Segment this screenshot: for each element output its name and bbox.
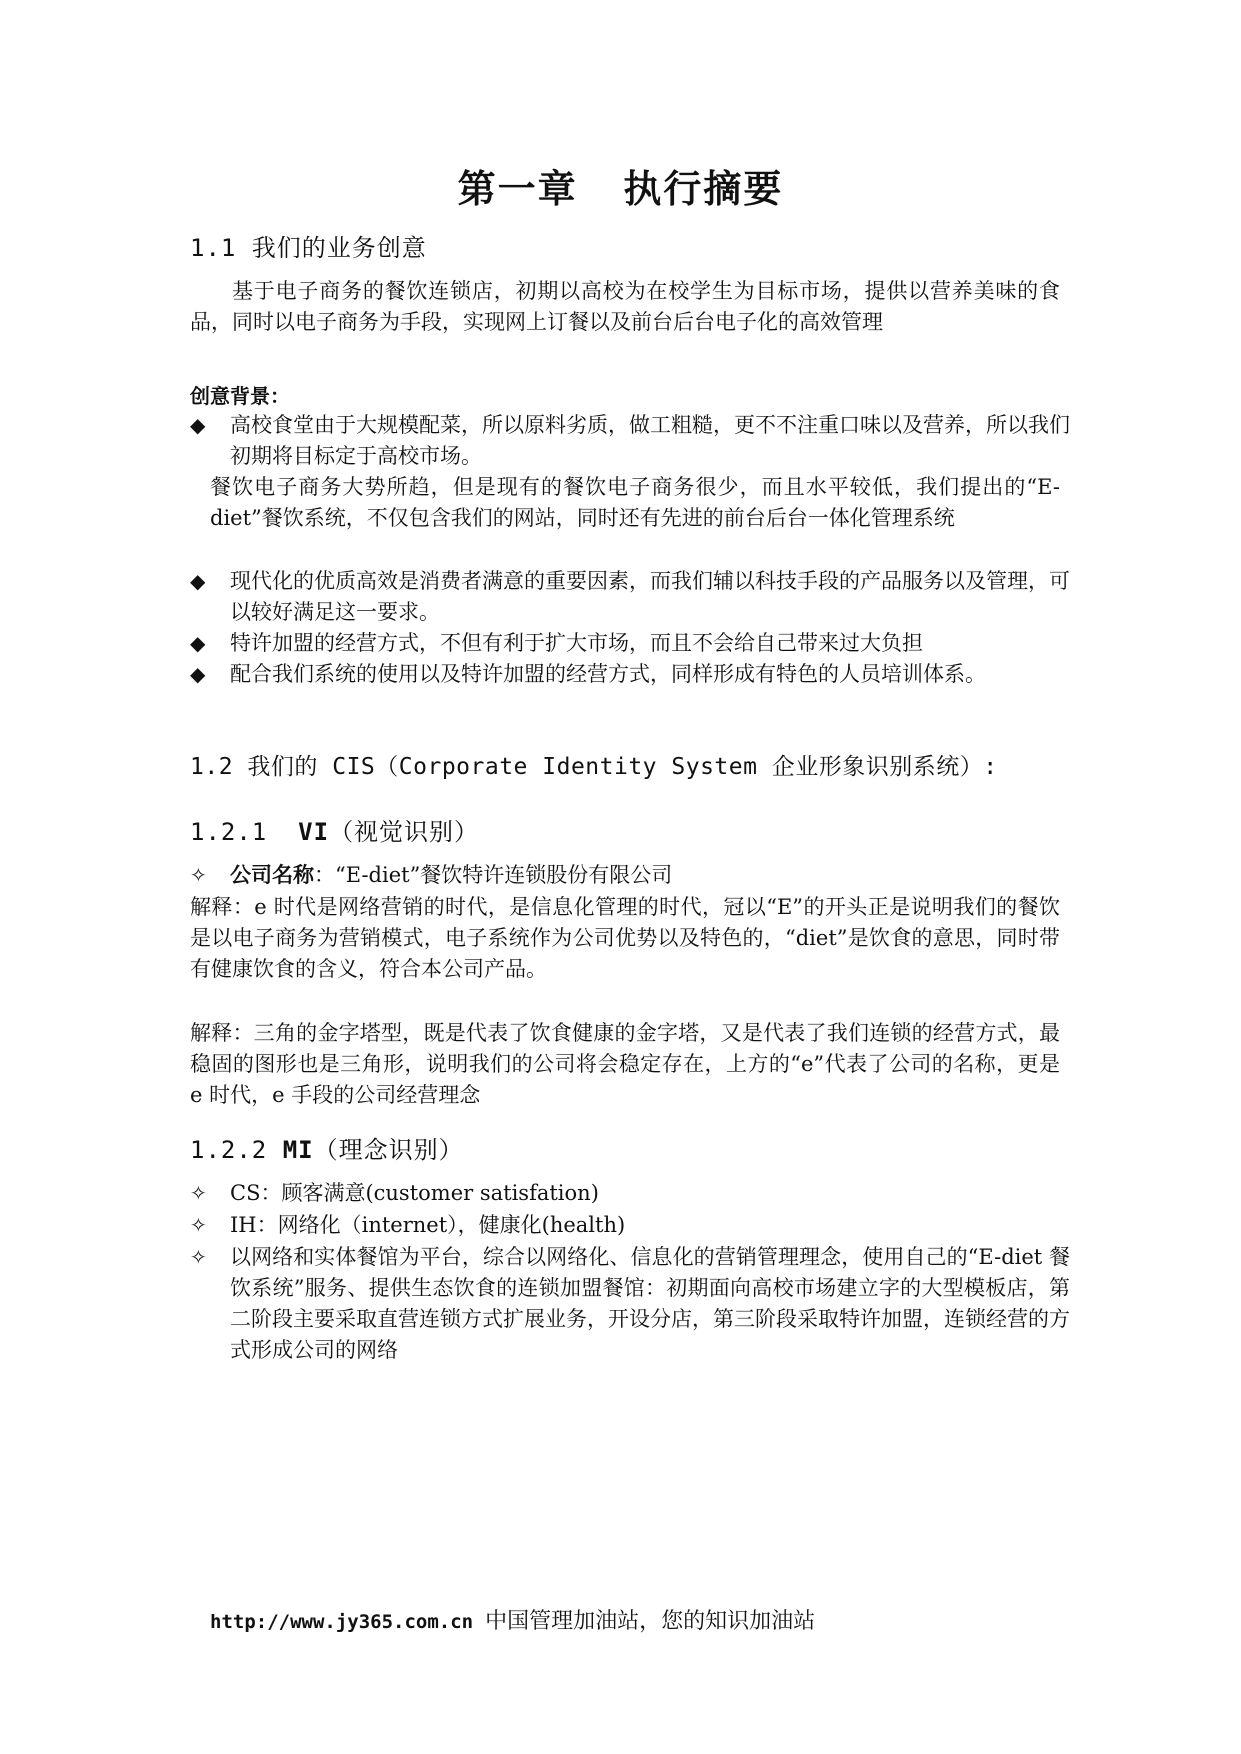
vi-explanation-2: 解释：三角的金字塔型，既是代表了饮食健康的金字塔，又是代表了我们连锁的经营方式，最稳固的图形也是三角形，说明我们的公司将会稳定存在，上方的“e”代表了公司的名称，更是 e 时代，e 手段的公司经营理念 bbox=[190, 1021, 1060, 1107]
background-label: 创意背景： bbox=[190, 384, 290, 408]
bullet-text: 高校食堂由于大规模配菜，所以原料劣质，做工粗糙，更不不注重口味以及营养，所以我们初期将目标定于高校市场。 bbox=[230, 413, 1070, 468]
section-heading-1-2-1 bbox=[190, 812, 479, 847]
footer-slogan: 中国管理加油站，您的知识加油站 bbox=[485, 1609, 816, 1634]
background-bullet-4 bbox=[190, 659, 1070, 690]
sparkle-bullet-icon: ✧ bbox=[190, 1213, 207, 1237]
page-footer bbox=[210, 1604, 815, 1635]
footer-url-link[interactable]: http://www.jy365.com.cn bbox=[210, 1611, 474, 1633]
diamond-bullet-icon: ◆ bbox=[190, 631, 206, 655]
background-plain-block: 餐饮电子商务大势所趋，但是现有的餐饮电子商务很少，而且水平较低，我们提出的“E-diet”餐饮系统，不仅包含我们的网站，同时还有先进的前台后台一体化管理系统 bbox=[210, 475, 1060, 530]
bullet-text: 配合我们系统的使用以及特许加盟的经营方式，同样形成有特色的人员培训体系。 bbox=[230, 662, 986, 686]
section-number: 1.2.2 bbox=[190, 1136, 283, 1164]
sparkle-bullet-icon: ✧ bbox=[190, 1245, 207, 1269]
company-name-item bbox=[190, 860, 1070, 891]
bullet-text: 现代化的优质高效是消费者满意的重要因素，而我们辅以科技手段的产品服务以及管理，可以较好满足这一要求。 bbox=[230, 569, 1070, 624]
chapter-title: 第一章 执行摘要 bbox=[457, 166, 784, 211]
section-title-abbr: VI bbox=[298, 818, 330, 846]
diamond-bullet-icon: ◆ bbox=[190, 569, 206, 593]
section-heading-1-1: 1.1 我们的业务创意 bbox=[190, 234, 427, 262]
sparkle-bullet-icon: ✧ bbox=[190, 863, 207, 887]
company-name-line bbox=[230, 860, 1070, 891]
bullet-text: 特许加盟的经营方式，不但有利于扩大市场，而且不会给自己带来过大负担 bbox=[230, 631, 923, 655]
mi-item-text: 以网络和实体餐馆为平台，综合以网络化、信息化的营销管理理念，使用自己的“E-diet 餐饮系统”服务、提供生态饮食的连锁加盟餐馆：初期面向高校市场建立字的大型模板店，第二阶段主要采取直营连锁方式扩展业务，开设分店，第三阶段采取特许加盟，连锁经营的方式形成公司的网络 bbox=[230, 1245, 1070, 1362]
mi-item-2 bbox=[190, 1210, 1070, 1241]
sparkle-bullet-icon: ✧ bbox=[190, 1181, 207, 1205]
mi-item-1 bbox=[190, 1178, 1070, 1209]
diamond-bullet-icon: ◆ bbox=[190, 662, 206, 686]
mi-item-text: IH：网络化（internet），健康化(health) bbox=[230, 1213, 626, 1237]
section-heading-1-2: 1.2 我们的 CIS（Corporate Identity System 企业形象识别系统）: bbox=[190, 754, 998, 780]
section-1-1-intro: 基于电子商务的餐饮连锁店，初期以高校为在校学生为目标市场，提供以营养美味的食品，同时以电子商务为手段，实现网上订餐以及前台后台电子化的高效管理 bbox=[190, 279, 1060, 334]
background-bullet-1 bbox=[190, 410, 1070, 472]
diamond-bullet-icon: ◆ bbox=[190, 413, 206, 437]
mi-item-text: CS：顾客满意(customer satisfation) bbox=[230, 1181, 599, 1205]
section-title-rest: （视觉识别） bbox=[329, 818, 480, 846]
mi-item-3 bbox=[190, 1242, 1070, 1366]
section-number: 1.2.1 bbox=[190, 818, 299, 846]
company-name-label: 公司名称 bbox=[230, 863, 314, 887]
background-bullet-3 bbox=[190, 628, 1070, 659]
vi-explanation-1: 解释：e 时代是网络营销的时代，是信息化管理的时代，冠以“E”的开头正是说明我们的餐饮是以电子商务为营销模式，电子系统作为公司优势以及特色的，“diet”是饮食的意思，同时带有健康饮食的含义，符合本公司产品。 bbox=[190, 895, 1060, 981]
section-heading-1-2-2 bbox=[190, 1130, 464, 1165]
section-title-abbr: MI bbox=[282, 1136, 314, 1164]
company-name-value: ：“E-diet”餐饮特许连锁股份有限公司 bbox=[314, 863, 673, 887]
background-bullet-2 bbox=[190, 566, 1070, 628]
section-title-rest: （理念识别） bbox=[313, 1136, 464, 1164]
